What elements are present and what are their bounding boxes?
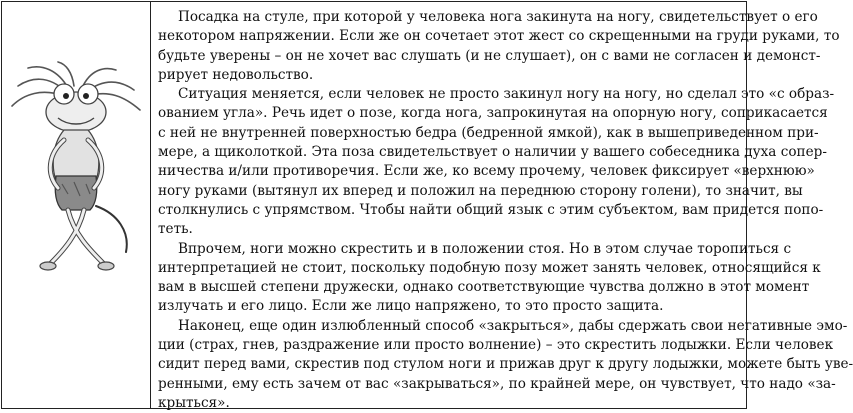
text-line: ногу руками (вытянул их вперед и положил на переднюю сторону голени), то значит, вы bbox=[158, 182, 803, 199]
text-line: ничества и/или противоречия. Если же, ко всему прочему, человек фиксирует «верхнюю» bbox=[158, 163, 815, 180]
text-line: вам в высшей степени дружески, однако соответствующие чувства должно в этот момент bbox=[158, 279, 810, 296]
text-line: ции (страх, гнев, раздражение или просто волнение) – это скрестить лодыжки. Если человек bbox=[158, 337, 834, 354]
paragraph-4 bbox=[158, 317, 853, 413]
text-line: с ней не внутренней поверхностью бедра (бедренной ямкой), как в вышеприведенном при- bbox=[158, 124, 819, 141]
text-line: ренными, ему есть зачем от вас «закрываться», по крайней мере, он чувствует, что надо «за- bbox=[158, 375, 836, 392]
text-line: некотором напряжении. Если же он сочетает этот жест со скрещенными на груди руками, то bbox=[158, 28, 840, 45]
article-text bbox=[158, 8, 853, 413]
text-line: крыться». bbox=[158, 394, 230, 411]
text-line: Посадка на стуле, при которой у человека нога закинута на ногу, свидетельствует о его bbox=[178, 9, 818, 25]
text-line: Впрочем, ноги можно скрестить и в положении стоя. Но в этом случае торопиться с bbox=[178, 240, 792, 257]
text-line: будьте уверены – он не хочет вас слушать (и не слушает), он с вами не согласен и демонст- bbox=[158, 47, 821, 64]
text-line: сидит перед вами, скрестив под стулом ноги и прижав друг к другу лодыжки, можете быть уве- bbox=[158, 356, 853, 373]
paragraph-2 bbox=[158, 85, 835, 239]
text-line: рирует недовольство. bbox=[158, 66, 314, 83]
text-line: Наконец, еще один излюбленный способ «закрыться», дабы сдержать свои негативные эмо- bbox=[178, 317, 848, 334]
paragraph-1 bbox=[158, 8, 840, 85]
column-divider bbox=[150, 2, 151, 408]
text-line: Ситуация меняется, если человек не просто закинул ногу на ногу, но сделал это «с образ- bbox=[178, 86, 835, 103]
page-frame bbox=[1, 1, 853, 411]
text-line: интерпретацией не стоит, поскольку подобную позу может занять человек, относящийся к bbox=[158, 259, 821, 276]
text-line: теть. bbox=[158, 221, 193, 238]
text-line: ованием угла». Речь идет о позе, когда нога, запрокинутая на опорную ногу, соприкасается bbox=[158, 105, 828, 122]
text-line: мере, а щиколоткой. Эта поза свидетельствует о наличии у вашего собеседника духа сопер- bbox=[158, 144, 827, 161]
cartoon-character-crossed-legs-icon bbox=[8, 64, 144, 274]
text-line: излучать и его лицо. Если же лицо напряжено, то это просто защита. bbox=[158, 298, 664, 315]
paragraph-3 bbox=[158, 240, 821, 317]
text-line: столкнулись с упрямством. Чтобы найти общий язык с этим субъектом, вам придется попо- bbox=[158, 201, 824, 218]
